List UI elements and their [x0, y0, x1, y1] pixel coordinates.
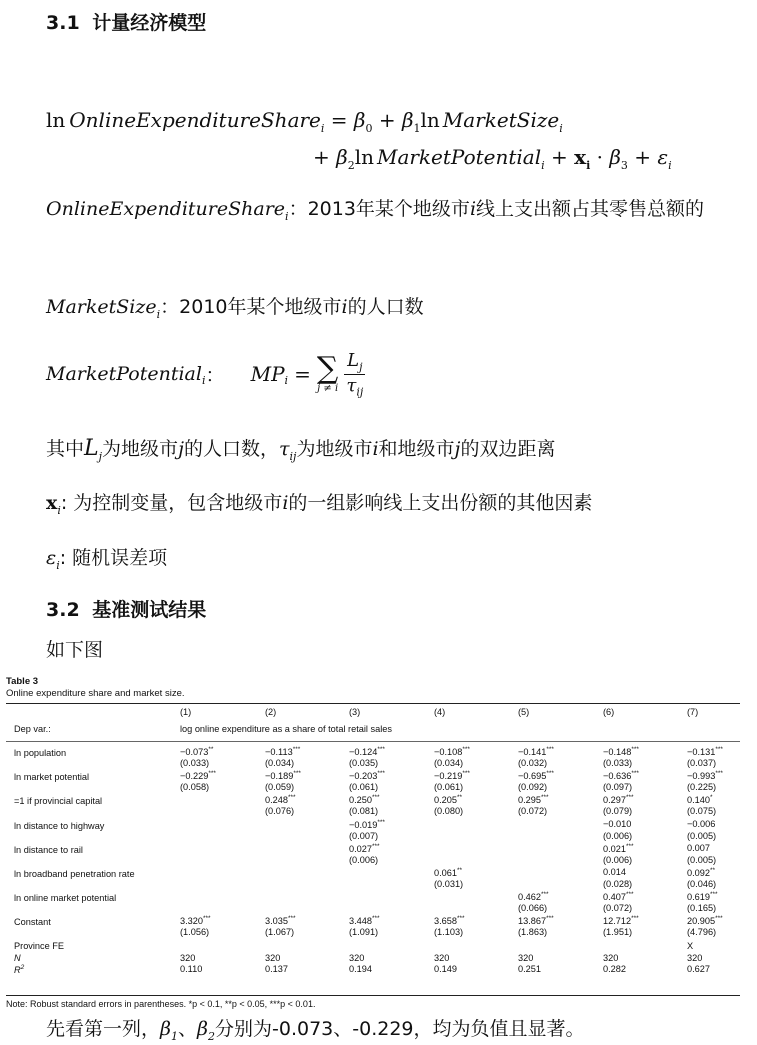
- coef-cell: −0.113***: [265, 746, 301, 758]
- row-label: ln population: [14, 748, 67, 758]
- definition-var: MarketPotential: [46, 363, 202, 386]
- se-cell: (0.075): [687, 806, 717, 817]
- text: 为地级市: [102, 438, 179, 460]
- x-vector: x: [574, 145, 587, 169]
- fe-cell: X: [687, 941, 694, 951]
- summation: [316, 351, 339, 395]
- se-cell: (0.035): [349, 758, 379, 768]
- section-number: 3.2: [46, 599, 80, 621]
- se-cell: (0.046): [687, 879, 717, 889]
- coef-cell: 0.014: [603, 867, 626, 877]
- sub-i: i: [541, 159, 545, 172]
- coef-cell: −0.203***: [349, 770, 385, 782]
- coef-cell: 0.297***: [603, 794, 634, 806]
- row-label: N: [14, 953, 21, 963]
- results-table: [6, 676, 740, 1009]
- colon: ：: [205, 364, 225, 387]
- se-cell: (0.006): [603, 854, 633, 865]
- n-cell: 320: [603, 953, 619, 963]
- coef-cell: −0.141***: [518, 746, 554, 758]
- row-label: ln broadband penetration rate: [14, 869, 135, 879]
- coef-cell: 0.007: [687, 842, 710, 853]
- beta1-sub: 1: [413, 122, 421, 135]
- frac-numerator: L: [347, 350, 360, 371]
- frac-denominator-sub: ij: [356, 385, 364, 399]
- coef-cell: 20.905***: [687, 915, 723, 927]
- conclusion-text: [46, 1014, 585, 1043]
- frac-numerator-sub: j: [359, 360, 363, 374]
- coef-cell: −0.695***: [518, 770, 554, 782]
- definition-text: 2013年某个地级市: [307, 198, 470, 220]
- se-cell: (0.006): [603, 830, 633, 841]
- online-expenditure-share-var: OnlineExpenditureShare: [69, 108, 321, 132]
- coef-cell: −0.019***: [349, 818, 385, 830]
- se-cell: (0.165): [687, 903, 717, 914]
- epsilon: ε: [657, 145, 669, 169]
- column-number: (3): [349, 707, 361, 717]
- sub-i: i: [559, 122, 563, 135]
- se-cell: (0.092): [518, 782, 548, 793]
- ln-operator: ln: [420, 108, 440, 132]
- row-label: ln online market potential: [14, 893, 117, 904]
- dot-operator: ·: [596, 145, 603, 169]
- se-cell: (0.037): [687, 758, 717, 768]
- section-number: 3.1: [46, 12, 80, 34]
- beta2: β: [336, 145, 348, 169]
- dep-var-value: log online expenditure as a share of total retail sales: [180, 724, 392, 734]
- column-number: (4): [434, 707, 446, 717]
- equals-sign: =: [294, 362, 311, 387]
- se-cell: (1.863): [518, 927, 548, 938]
- se-cell: (1.067): [265, 927, 295, 938]
- definition-text: 的人口数: [347, 296, 424, 318]
- se-cell: (1.103): [434, 927, 464, 938]
- table-title: Table 3: [6, 676, 39, 687]
- text: : 随机误差项: [59, 547, 168, 569]
- coef-cell: −0.219***: [434, 770, 470, 782]
- n-cell: 320: [265, 953, 281, 963]
- r2-cell: 0.110: [180, 964, 203, 974]
- x-sub: i: [586, 159, 591, 172]
- section-heading-3-2: [46, 595, 206, 622]
- n-cell: 320: [518, 953, 534, 963]
- beta2-sub: 2: [347, 159, 355, 172]
- text: 的一组影响线上支出份额的其他因素: [288, 492, 593, 514]
- var-L-sub: j: [98, 449, 103, 463]
- var-i: i: [282, 492, 289, 514]
- se-cell: (0.032): [518, 758, 548, 768]
- table-rule-top: [6, 703, 740, 704]
- section-title: 计量经济模型: [92, 12, 207, 34]
- coef-cell: −0.006: [687, 818, 716, 829]
- se-cell: (0.031): [434, 879, 464, 889]
- sub-i: i: [668, 159, 672, 172]
- coef-cell: 0.248***: [265, 794, 296, 806]
- definition-var-sub: i: [285, 209, 289, 223]
- definition-var: MarketSize: [46, 296, 157, 318]
- plus-sign: +: [551, 145, 568, 169]
- market-potential-var: MarketPotential: [376, 145, 542, 169]
- coef-cell: −0.073**: [180, 746, 214, 758]
- coef-cell: −0.124***: [349, 746, 385, 758]
- coef-cell: −0.189***: [265, 770, 301, 782]
- beta3: β: [609, 145, 621, 169]
- table-caption: Online expenditure share and market size.: [6, 688, 185, 699]
- coef-cell: 3.448***: [349, 915, 380, 927]
- definition-distance: [46, 434, 555, 463]
- n-cell: 320: [349, 953, 365, 963]
- coef-cell: 3.658***: [434, 915, 465, 927]
- coef-cell: −0.108***: [434, 746, 470, 758]
- beta3-sub: 3: [620, 159, 628, 172]
- n-cell: 320: [434, 953, 450, 963]
- text: : 为控制变量，包含地级市: [60, 492, 283, 514]
- table-rule-bottom: [6, 995, 740, 996]
- x-sub: i: [57, 503, 61, 517]
- table-rule-header: [6, 741, 740, 742]
- colon: ：: [160, 296, 180, 318]
- plus-sign: +: [378, 108, 396, 132]
- sum-index: j ≠ i: [317, 383, 339, 395]
- se-cell: (0.058): [180, 782, 210, 793]
- text: 其中: [46, 438, 85, 460]
- definition-online-expenditure-share: [46, 194, 704, 223]
- r2-cell: 0.627: [687, 964, 710, 974]
- row-label: $R^2$: [14, 964, 25, 976]
- se-cell: (0.033): [603, 758, 633, 768]
- r2-cell: 0.251: [518, 964, 541, 974]
- definition-var-sub: i: [201, 373, 206, 387]
- mp-sub: i: [284, 373, 289, 387]
- beta2-sub: 2: [208, 1029, 215, 1043]
- coef-cell: −0.131***: [687, 746, 723, 758]
- epsilon-sub: i: [56, 558, 60, 572]
- se-cell: (0.225): [687, 782, 717, 793]
- text: 的双边距离: [460, 438, 556, 460]
- sum-symbol: ∑: [316, 351, 339, 387]
- table-note: Note: Robust standard errors in parentheses. *p < 0.1, **p < 0.05, ***p < 0.01.: [6, 999, 316, 1009]
- coef-cell: −0.229***: [180, 770, 216, 782]
- beta0: β: [353, 108, 366, 132]
- coef-cell: −0.010: [603, 818, 632, 829]
- se-cell: (0.059): [265, 782, 295, 793]
- coef-cell: 0.140*: [687, 794, 713, 806]
- column-number: (7): [687, 707, 699, 717]
- coef-cell: 3.035***: [265, 915, 296, 927]
- definition-var: OnlineExpenditureShare: [46, 198, 286, 220]
- fraction: [344, 350, 365, 398]
- plus-sign: +: [313, 145, 330, 169]
- text: 的人口数，: [183, 438, 279, 460]
- definition-epsilon: [46, 543, 167, 572]
- se-cell: (1.056): [180, 927, 210, 938]
- r2-cell: 0.137: [265, 964, 288, 974]
- column-number: (2): [265, 707, 277, 717]
- se-cell: (0.080): [434, 806, 464, 817]
- frac-denominator: τ: [346, 374, 357, 396]
- beta1: β: [401, 108, 414, 132]
- beta1-sub: 1: [171, 1029, 178, 1043]
- se-cell: (0.097): [603, 782, 633, 793]
- intro-text: 如下图: [46, 639, 104, 661]
- se-cell: (0.072): [518, 806, 548, 817]
- text: 和地级市: [378, 438, 455, 460]
- text: 先看第一列，: [46, 1018, 161, 1040]
- definition-market-potential: [46, 350, 365, 410]
- beta1: β: [160, 1018, 171, 1040]
- definition-var-sub: i: [156, 307, 161, 321]
- se-cell: (0.007): [349, 830, 379, 841]
- text: 、: [178, 1018, 198, 1040]
- section-heading-3-1: [46, 8, 206, 35]
- coef-cell: 3.320***: [180, 915, 211, 927]
- sub-i: i: [320, 122, 325, 135]
- var-j: j: [178, 438, 184, 460]
- se-cell: (0.066): [518, 903, 548, 914]
- column-number: (6): [603, 707, 615, 717]
- coef-cell: −0.993***: [687, 770, 723, 782]
- coef-cell: 13.867***: [518, 915, 554, 927]
- definition-market-size: [46, 292, 424, 321]
- se-cell: (4.796): [687, 927, 717, 938]
- var-i: i: [469, 198, 477, 220]
- colon: ：: [288, 198, 308, 220]
- coef-cell: 12.712***: [603, 915, 639, 927]
- text: 分别为-0.073、-0.229，均为负值且显著。: [215, 1018, 585, 1040]
- coef-cell: 0.061**: [434, 867, 463, 879]
- coef-cell: 0.462***: [518, 891, 549, 903]
- coef-cell: 0.021***: [603, 842, 634, 854]
- x-vector: x: [46, 492, 58, 514]
- equals-sign: =: [330, 108, 348, 132]
- r2-cell: 0.194: [349, 964, 372, 974]
- se-cell: (0.076): [265, 806, 295, 817]
- mp-symbol: MP: [250, 362, 285, 387]
- coef-cell: 0.407***: [603, 891, 634, 903]
- column-number: (5): [518, 707, 530, 717]
- se-cell: (0.079): [603, 806, 633, 817]
- coef-cell: −0.148***: [603, 746, 639, 758]
- plus-sign: +: [634, 145, 652, 169]
- n-cell: 320: [180, 953, 196, 963]
- se-cell: (0.005): [687, 854, 717, 865]
- var-tau: τ: [278, 438, 290, 460]
- se-cell: (0.033): [180, 758, 210, 768]
- row-label: ln market potential: [14, 772, 90, 783]
- row-label: ln distance to rail: [14, 844, 83, 855]
- beta0-sub: 0: [365, 122, 373, 135]
- row-label: =1 if provincial capital: [14, 796, 103, 807]
- var-i: i: [341, 296, 348, 318]
- se-cell: (0.081): [349, 806, 379, 817]
- r2-cell: 0.282: [603, 964, 626, 974]
- dep-var-label: Dep var.:: [14, 724, 51, 734]
- text: 为地级市: [296, 438, 373, 460]
- section-title: 基准测试结果: [92, 599, 207, 621]
- coef-cell: 0.092**: [687, 867, 716, 879]
- var-tau-sub: ij: [289, 449, 297, 463]
- equation-line-2: [313, 145, 672, 172]
- epsilon: ε: [46, 547, 57, 569]
- se-cell: (1.091): [349, 927, 379, 938]
- coef-cell: 0.027***: [349, 842, 380, 854]
- coef-cell: 0.295***: [518, 794, 549, 806]
- var-L: L: [84, 436, 99, 461]
- var-j: j: [454, 438, 461, 460]
- market-size-var: MarketSize: [442, 108, 560, 132]
- beta2: β: [197, 1018, 208, 1040]
- n-cell: 320: [687, 953, 703, 963]
- se-cell: (0.028): [603, 879, 633, 889]
- se-cell: (0.061): [349, 782, 379, 793]
- se-cell: (0.072): [603, 903, 633, 914]
- coef-cell: 0.205**: [434, 794, 463, 806]
- row-label: ln distance to highway: [14, 820, 105, 831]
- se-cell: (0.006): [349, 854, 379, 865]
- ln-operator: ln: [46, 108, 66, 132]
- se-cell: (1.951): [603, 927, 633, 938]
- coef-cell: 0.250***: [349, 794, 380, 806]
- se-cell: (0.061): [434, 782, 464, 793]
- definition-x: [46, 488, 592, 517]
- table-body: [6, 703, 740, 997]
- r2-cell: 0.149: [434, 964, 457, 974]
- ln-operator: ln: [354, 145, 374, 169]
- equation-line-1: [46, 108, 563, 135]
- column-number: (1): [180, 707, 192, 717]
- definition-text: 2010年某个地级市: [179, 296, 342, 318]
- se-cell: (0.034): [434, 758, 464, 768]
- coef-cell: 0.619***: [687, 891, 718, 903]
- se-cell: (0.034): [265, 758, 295, 768]
- definition-text: 线上支出额占其零售总额的: [476, 198, 705, 220]
- var-i: i: [372, 438, 379, 460]
- coef-cell: −0.636***: [603, 770, 639, 782]
- row-label: Constant: [14, 917, 51, 928]
- se-cell: (0.005): [687, 830, 717, 841]
- row-label: Province FE: [14, 941, 65, 951]
